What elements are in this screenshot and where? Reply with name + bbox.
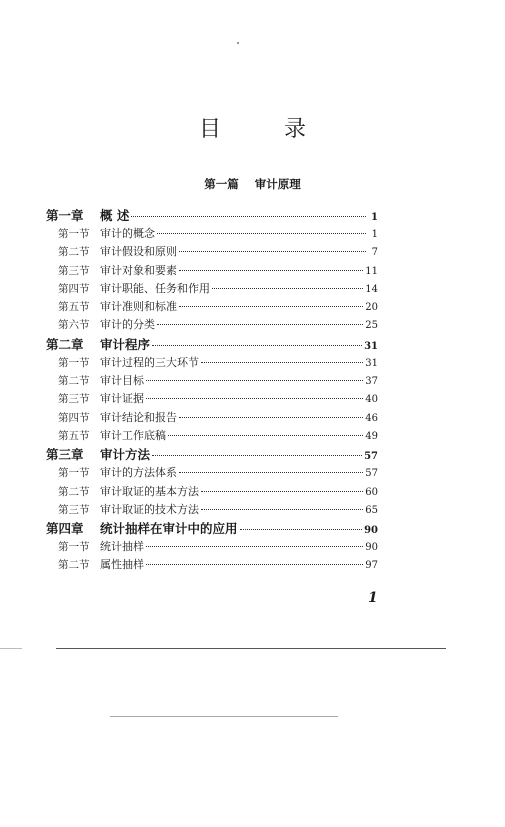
toc-section-row	[46, 298, 378, 316]
toc-entry-page: 20	[365, 302, 378, 314]
toc-entry-page: 97	[365, 560, 378, 572]
toc-entry-page: 90	[365, 542, 378, 554]
toc-section-row	[46, 483, 378, 501]
toc-entry-title: 审计的方法体系	[100, 466, 177, 480]
toc-entry-number: 第四节	[58, 411, 90, 424]
toc-entry-page: 25	[365, 320, 378, 332]
toc-entry-page: 90	[364, 525, 378, 537]
toc-section-row	[46, 390, 378, 408]
toc-entry-number: 第二节	[58, 559, 90, 572]
dot-leader	[201, 508, 363, 510]
dot-leader	[179, 250, 366, 252]
toc-entry-page: 40	[365, 394, 378, 406]
toc-entry-page: 1	[371, 229, 378, 240]
toc-entry-title: 审计准则和标准	[100, 300, 177, 314]
toc-entry-number: 第四节	[58, 282, 90, 295]
toc-entry-page: 7	[371, 247, 378, 259]
toc-section-row	[46, 538, 378, 556]
toc-entry-number: 第四章	[46, 521, 84, 537]
scan-rule	[56, 648, 446, 649]
toc-entry-number: 第三节	[58, 503, 90, 516]
toc-entry-title: 审计目标	[100, 374, 144, 388]
toc-entry-title: 审计过程的三大环节	[100, 355, 199, 369]
dot-leader	[201, 361, 363, 363]
dot-leader	[152, 344, 362, 346]
toc-section-row	[46, 556, 378, 574]
toc-entry-number: 第二节	[58, 485, 90, 498]
dot-leader	[240, 528, 363, 530]
dot-leader	[212, 287, 363, 289]
toc-section-row	[46, 225, 378, 243]
toc-entry-page: 65	[365, 504, 378, 516]
table-of-contents	[46, 206, 378, 575]
toc-entry-page: 37	[365, 376, 378, 388]
toc-entry-number: 第二节	[58, 375, 90, 388]
scan-rule-top	[0, 648, 22, 649]
toc-entry-number: 第一章	[46, 208, 84, 223]
toc-entry-title: 审计取证的基本方法	[100, 484, 199, 498]
toc-entry-page: 57	[365, 468, 378, 480]
scan-rule-lower	[110, 716, 338, 717]
toc-entry-page: 31	[365, 357, 378, 369]
toc-entry-number: 第二章	[46, 336, 84, 352]
dot-leader	[146, 379, 363, 381]
toc-entry-page: 49	[365, 430, 378, 442]
toc-entry-number: 第三章	[46, 447, 84, 463]
part-label: 第一篇	[204, 177, 239, 191]
toc-chapter-row	[46, 519, 378, 538]
toc-entry-title: 审计的概念	[100, 227, 155, 240]
scan-speck	[237, 42, 239, 44]
toc-section-row	[46, 409, 378, 427]
dot-leader	[146, 563, 363, 565]
toc-chapter-row	[46, 445, 378, 464]
dot-leader	[179, 416, 363, 418]
dot-leader	[131, 215, 366, 217]
toc-section-row	[46, 280, 378, 298]
toc-entry-title: 审计职能、任务和作用	[100, 281, 210, 295]
toc-section-row	[46, 243, 378, 261]
toc-chapter-row	[46, 206, 378, 225]
toc-entry-number: 第一节	[58, 467, 90, 480]
toc-entry-title: 审计取证的技术方法	[100, 502, 199, 516]
toc-section-row	[46, 354, 378, 372]
dot-leader	[179, 471, 363, 473]
toc-section-row	[46, 501, 378, 519]
toc-entry-number: 第一节	[58, 541, 90, 554]
toc-entry-title: 统计抽样	[100, 540, 144, 554]
dot-leader	[179, 305, 363, 307]
toc-entry-title: 审计假设和原则	[100, 245, 177, 259]
toc-entry-title: 审计的分类	[100, 318, 155, 332]
dot-leader	[168, 434, 363, 436]
toc-entry-page: 14	[365, 283, 378, 295]
part-title: 审计原理	[254, 177, 301, 191]
toc-entry-page: 31	[364, 340, 378, 352]
toc-entry-page: 60	[365, 486, 378, 498]
dot-leader	[152, 454, 362, 456]
toc-entry-title: 审计程序	[100, 336, 151, 352]
toc-entry-page: 57	[364, 451, 378, 463]
toc-entry-title: 统计抽样在审计中的应用	[100, 521, 238, 537]
toc-entry-number: 第一节	[58, 356, 90, 369]
toc-section-row	[46, 372, 378, 390]
toc-section-row	[46, 262, 378, 280]
toc-chapter-row	[46, 335, 378, 354]
toc-entry-page: 11	[365, 265, 378, 277]
dot-leader	[201, 490, 363, 492]
toc-entry-title: 审计结论和报告	[100, 410, 177, 424]
toc-entry-number: 第一节	[58, 228, 90, 240]
dot-leader	[157, 323, 363, 325]
part-heading	[0, 176, 505, 192]
toc-section-row	[46, 427, 378, 445]
toc-entry-page: 46	[365, 412, 378, 424]
page-title: 目 录	[199, 117, 334, 142]
toc-entry-title: 概 述	[100, 208, 130, 223]
toc-entry-title: 审计方法	[100, 447, 151, 463]
toc-entry-title: 审计证据	[100, 392, 144, 406]
dot-leader	[146, 545, 363, 547]
toc-entry-number: 第六节	[58, 319, 90, 332]
dot-leader	[179, 269, 363, 271]
toc-entry-number: 第二节	[58, 246, 90, 259]
toc-section-row	[46, 316, 378, 334]
dot-leader	[157, 232, 366, 234]
dot-leader	[146, 397, 363, 399]
toc-entry-number: 第三节	[58, 393, 90, 406]
toc-entry-title: 审计工作底稿	[100, 428, 166, 442]
toc-entry-number: 第五节	[58, 429, 90, 442]
toc-entry-page: 1	[371, 212, 378, 223]
toc-entry-number: 第三节	[58, 264, 90, 277]
page-number: 1	[368, 590, 378, 606]
toc-entry-number: 第五节	[58, 301, 90, 314]
toc-entry-title: 属性抽样	[100, 558, 144, 572]
toc-section-row	[46, 464, 378, 482]
toc-entry-title: 审计对象和要素	[100, 263, 177, 277]
